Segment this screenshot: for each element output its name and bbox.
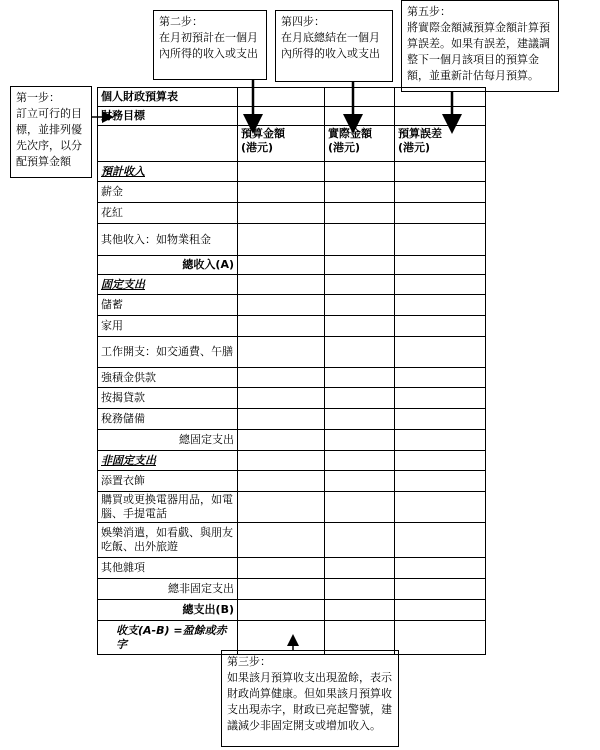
fixed-item: 強積金供款 bbox=[98, 368, 238, 388]
col-actual-header: 實際金額 (港元) bbox=[325, 126, 395, 162]
variable-item: 添置衣飾 bbox=[98, 471, 238, 492]
total-expense: 總支出(B) bbox=[98, 600, 238, 621]
goals-label: 財務目標 bbox=[98, 107, 238, 126]
total-income: 總收入(A) bbox=[98, 256, 238, 275]
step3-callout bbox=[221, 650, 399, 747]
fixed-item: 稅務儲備 bbox=[98, 409, 238, 430]
step5-title: 第五步： bbox=[407, 5, 451, 18]
step2-title: 第二步： bbox=[159, 15, 203, 28]
variable-total: 總非固定支出 bbox=[98, 579, 238, 600]
income-item: 花紅 bbox=[98, 203, 238, 224]
fixed-item: 工作開支：如交通費、午膳 bbox=[98, 337, 238, 368]
balance-label: 收支(A-B) =盈餘或赤字 bbox=[98, 621, 238, 655]
fixed-total: 總固定支出 bbox=[98, 430, 238, 451]
variable-item: 娛樂消遣，如看戲、與朋友吃飯、出外旅遊 bbox=[98, 523, 238, 558]
fixed-header: 固定支出 bbox=[98, 275, 238, 295]
fixed-item: 按揭貸款 bbox=[98, 388, 238, 409]
step2-callout bbox=[153, 10, 267, 80]
variable-item: 其他雜項 bbox=[98, 558, 238, 579]
step5-text: 將實際金額減預算金額計算預算誤差。如果有誤差，建議調整下一個月該項目的預算金額，並重新計估每月預算。 bbox=[407, 21, 550, 82]
variable-header: 非固定支出 bbox=[98, 451, 238, 471]
col-variance-header: 預算誤差 (港元) bbox=[395, 126, 486, 162]
budget-table bbox=[97, 87, 486, 655]
col-budget-header: 預算金額 (港元) bbox=[238, 126, 325, 162]
step3-title: 第三步： bbox=[227, 655, 271, 668]
income-item: 其他收入：如物業租金 bbox=[98, 224, 238, 256]
table-title: 個人財政預算表 bbox=[98, 88, 238, 107]
step1-title: 第一步： bbox=[16, 91, 60, 104]
fixed-item: 家用 bbox=[98, 316, 238, 337]
step4-callout bbox=[275, 10, 393, 82]
step5-callout bbox=[401, 0, 559, 92]
variable-item: 購買或更換電器用品，如電腦、手提電話 bbox=[98, 492, 238, 523]
step4-text: 在月底總結在一個月內所得的收入或支出 bbox=[281, 31, 380, 60]
step2-text: 在月初預計在一個月內所得的收入或支出 bbox=[159, 31, 258, 60]
income-header: 預計收入 bbox=[98, 162, 238, 182]
income-item: 薪金 bbox=[98, 182, 238, 203]
step1-callout bbox=[10, 86, 92, 178]
step3-text: 如果該月預算收支出現盈餘，表示財政尚算健康。但如果該月預算收支出現赤字，財政已亮起警號，建議減少非固定開支或增加收入。 bbox=[227, 671, 392, 732]
step1-text: 訂立可行的目標，並排列優先次序，以分配預算金額 bbox=[16, 107, 82, 168]
step4-title: 第四步： bbox=[281, 15, 325, 28]
fixed-item: 儲蓄 bbox=[98, 295, 238, 316]
